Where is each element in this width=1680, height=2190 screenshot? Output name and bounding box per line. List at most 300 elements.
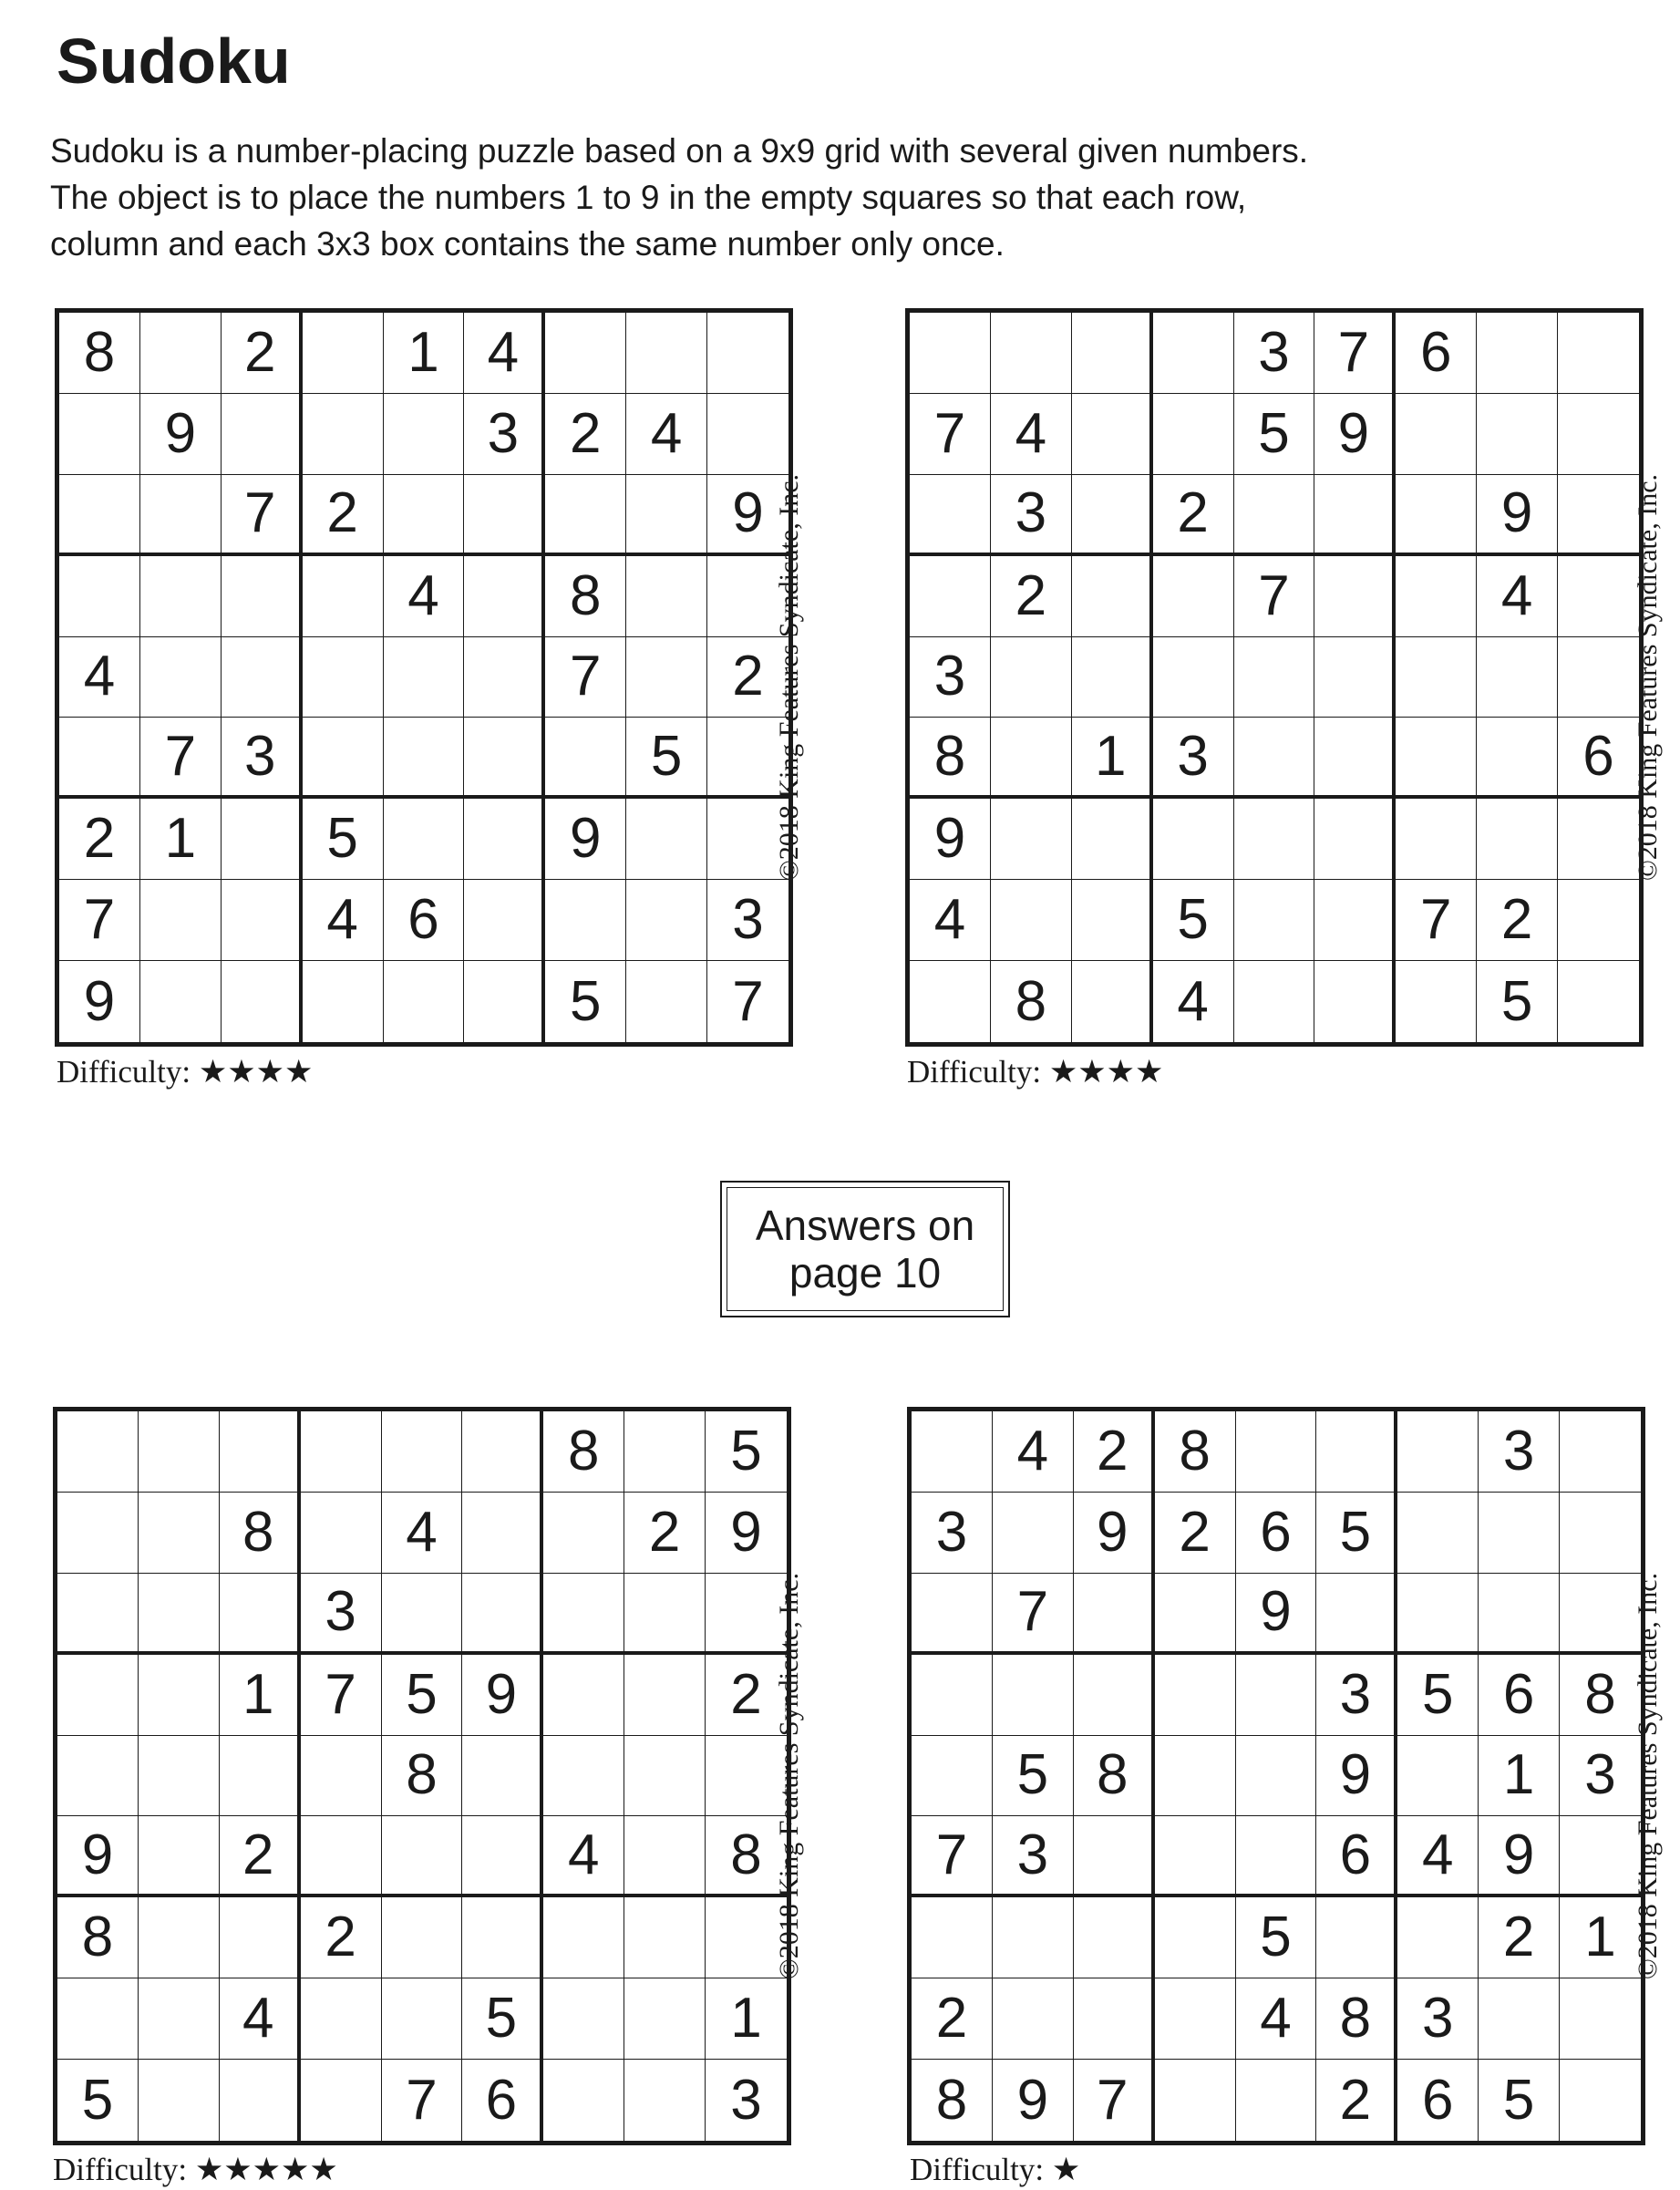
sudoku-cell xyxy=(1314,799,1396,880)
sudoku-cell xyxy=(57,1574,139,1655)
sudoku-cell: 4 xyxy=(1477,556,1558,637)
sudoku-cell xyxy=(220,1411,301,1493)
sudoku-cell: 7 xyxy=(910,394,991,475)
sudoku-cell xyxy=(59,718,140,799)
sudoku-cell: 2 xyxy=(1477,880,1558,961)
sudoku-cell xyxy=(912,1897,993,1978)
sudoku-cell xyxy=(912,1655,993,1736)
sudoku-cell xyxy=(624,1897,706,1978)
sudoku-cell xyxy=(543,1897,624,1978)
sudoku-cell xyxy=(303,394,384,475)
sudoku-cell xyxy=(1153,799,1234,880)
sudoku-cell: 9 xyxy=(462,1655,543,1736)
sudoku-cell xyxy=(1558,475,1639,556)
sudoku-cell: 3 xyxy=(1234,313,1315,394)
sudoku-cell: 9 xyxy=(1316,1736,1397,1817)
sudoku-cell xyxy=(220,1574,301,1655)
sudoku-cell xyxy=(57,1493,139,1574)
sudoku-cell: 4 xyxy=(303,880,384,961)
sudoku-cell: 2 xyxy=(1316,2060,1397,2141)
sudoku-cell xyxy=(382,1897,463,1978)
sudoku-cell xyxy=(545,880,626,961)
sudoku-cell xyxy=(545,313,626,394)
sudoku-cell: 4 xyxy=(384,556,465,637)
sudoku-cell: 5 xyxy=(382,1655,463,1736)
sudoku-cell xyxy=(626,313,707,394)
sudoku-cell: 3 xyxy=(1153,718,1234,799)
sudoku-cell: 2 xyxy=(1074,1411,1155,1493)
sudoku-cell: 8 xyxy=(1560,1655,1641,1736)
sudoku-cell xyxy=(1396,475,1477,556)
sudoku-cell: 4 xyxy=(543,1816,624,1897)
sudoku-cell: 2 xyxy=(1155,1493,1236,1574)
sudoku-cell: 2 xyxy=(912,1978,993,2060)
sudoku-cell xyxy=(1316,1897,1397,1978)
sudoku-cell: 5 xyxy=(706,1411,787,1493)
sudoku-cell xyxy=(384,394,465,475)
sudoku-cell: 8 xyxy=(1074,1736,1155,1817)
sudoku-cell: 9 xyxy=(910,799,991,880)
sudoku-cell xyxy=(991,718,1072,799)
sudoku-cell xyxy=(1155,1736,1236,1817)
sudoku-cell: 3 xyxy=(1479,1411,1560,1493)
sudoku-cell xyxy=(464,961,545,1042)
sudoku-cell: 7 xyxy=(732,969,764,1033)
sudoku-cell xyxy=(1560,1411,1641,1493)
sudoku-cell xyxy=(1477,799,1558,880)
sudoku-cell: 9 xyxy=(707,475,788,556)
sudoku-cell xyxy=(303,637,384,718)
sudoku-cell: 4 xyxy=(991,394,1072,475)
sudoku-cell xyxy=(910,961,991,1042)
sudoku-cell xyxy=(910,313,991,394)
sudoku-cell xyxy=(462,1736,543,1817)
sudoku-cell: 1 xyxy=(220,1655,301,1736)
sudoku-cell xyxy=(1155,1816,1236,1897)
sudoku-cell xyxy=(993,1897,1074,1978)
sudoku-cell xyxy=(462,1493,543,1574)
sudoku-cell xyxy=(303,556,384,637)
sudoku-cell: 7 xyxy=(545,637,626,718)
sudoku-cell xyxy=(382,1574,463,1655)
difficulty-label-2: Difficulty: ★★★★ xyxy=(907,1054,1164,1090)
sudoku-cell xyxy=(57,1411,139,1493)
sudoku-cell xyxy=(1234,880,1315,961)
sudoku-cell xyxy=(1314,961,1396,1042)
sudoku-cell: 4 xyxy=(382,1493,463,1574)
sudoku-cell xyxy=(1396,718,1477,799)
sudoku-cell xyxy=(1560,1574,1641,1655)
sudoku-cell xyxy=(1314,718,1396,799)
sudoku-cell xyxy=(543,1493,624,1574)
sudoku-cell xyxy=(624,1411,706,1493)
sudoku-cell xyxy=(464,637,545,718)
sudoku-cell: 2 xyxy=(1479,1897,1560,1978)
sudoku-cell xyxy=(1397,1736,1479,1817)
sudoku-cell xyxy=(1074,1978,1155,2060)
sudoku-cell xyxy=(543,1978,624,2060)
sudoku-cell xyxy=(912,1736,993,1817)
sudoku-cell xyxy=(1074,1816,1155,1897)
sudoku-cell xyxy=(1397,1411,1479,1493)
copyright-notice-3: ©2018 King Features Syndicate, Inc. xyxy=(774,1572,804,1980)
sudoku-cell xyxy=(1314,880,1396,961)
sudoku-cell xyxy=(139,1411,220,1493)
sudoku-cell: 7 xyxy=(993,1574,1074,1655)
sudoku-cell: 5 xyxy=(1397,1655,1479,1736)
sudoku-cell xyxy=(384,637,465,718)
sudoku-cell: 5 xyxy=(57,2060,139,2141)
sudoku-cell: 5 xyxy=(1236,1897,1317,1978)
sudoku-cell xyxy=(1396,394,1477,475)
sudoku-cell xyxy=(1396,799,1477,880)
sudoku-cell: 3 xyxy=(912,1493,993,1574)
sudoku-cell xyxy=(140,637,222,718)
sudoku-cell xyxy=(624,1978,706,2060)
sudoku-cell xyxy=(1397,1493,1479,1574)
sudoku-cell xyxy=(1316,1574,1397,1655)
sudoku-cell: 5 xyxy=(1316,1493,1397,1574)
sudoku-cell xyxy=(220,2060,301,2141)
sudoku-cell: 1 xyxy=(140,799,222,880)
sudoku-cell: 9 xyxy=(1074,1493,1155,1574)
sudoku-cell xyxy=(464,475,545,556)
sudoku-cell xyxy=(1234,718,1315,799)
sudoku-grid-1 xyxy=(55,308,793,1047)
sudoku-cell: 3 xyxy=(991,475,1072,556)
sudoku-cell xyxy=(1558,394,1639,475)
sudoku-cell: 8 xyxy=(912,2060,993,2141)
sudoku-cell xyxy=(1560,2060,1641,2141)
sudoku-cell xyxy=(462,1574,543,1655)
sudoku-cell: 7 xyxy=(1074,2060,1155,2141)
sudoku-cell: 8 xyxy=(1316,1978,1397,2060)
sudoku-cell xyxy=(140,880,222,961)
sudoku-cell xyxy=(626,961,707,1042)
sudoku-cell xyxy=(1314,556,1396,637)
sudoku-cell xyxy=(140,961,222,1042)
sudoku-cell xyxy=(464,718,545,799)
sudoku-cell: 5 xyxy=(993,1736,1074,1817)
answers-box xyxy=(720,1181,1010,1317)
sudoku-cell: 5 xyxy=(545,961,626,1042)
sudoku-cell xyxy=(139,1493,220,1574)
sudoku-cell: 1 xyxy=(1560,1897,1641,1978)
sudoku-cell xyxy=(303,718,384,799)
sudoku-cell: 7 xyxy=(1314,313,1396,394)
sudoku-cell xyxy=(139,1816,220,1897)
sudoku-cell xyxy=(1155,2060,1236,2141)
sudoku-cell xyxy=(1397,1574,1479,1655)
sudoku-cell xyxy=(1316,1411,1397,1493)
sudoku-cell xyxy=(220,1736,301,1817)
sudoku-cell xyxy=(140,313,222,394)
sudoku-cell: 3 xyxy=(222,718,303,799)
sudoku-cell xyxy=(384,475,465,556)
sudoku-cell xyxy=(912,1411,993,1493)
sudoku-cell xyxy=(1072,637,1153,718)
sudoku-cell: 8 xyxy=(545,556,626,637)
sudoku-cell xyxy=(462,1816,543,1897)
sudoku-cell xyxy=(624,1655,706,1736)
sudoku-cell xyxy=(301,1978,382,2060)
sudoku-cell xyxy=(384,718,465,799)
sudoku-cell xyxy=(1153,313,1234,394)
sudoku-cell xyxy=(382,1816,463,1897)
sudoku-cell xyxy=(140,556,222,637)
difficulty-label-3: Difficulty: ★★★★★ xyxy=(53,2152,338,2187)
sudoku-cell: 8 xyxy=(59,313,140,394)
sudoku-cell: 6 xyxy=(462,2060,543,2141)
sudoku-cell: 2 xyxy=(222,313,303,394)
sudoku-cell xyxy=(1558,556,1639,637)
sudoku-cell: 4 xyxy=(464,313,545,394)
sudoku-cell xyxy=(543,1655,624,1736)
sudoku-cell xyxy=(139,1574,220,1655)
sudoku-cell xyxy=(1072,880,1153,961)
sudoku-cell: 8 xyxy=(543,1411,624,1493)
sudoku-cell xyxy=(382,1411,463,1493)
sudoku-cell: 2 xyxy=(706,1655,787,1736)
sudoku-cell: 9 xyxy=(1479,1816,1560,1897)
sudoku-cell xyxy=(1560,1493,1641,1574)
sudoku-cell xyxy=(222,880,303,961)
sudoku-cell: 1 xyxy=(706,1978,787,2060)
sudoku-cell: 4 xyxy=(993,1411,1074,1493)
sudoku-cell xyxy=(1558,880,1639,961)
sudoku-cell xyxy=(464,880,545,961)
sudoku-cell: 5 xyxy=(1153,880,1234,961)
sudoku-cell: 7 xyxy=(382,2060,463,2141)
sudoku-cell xyxy=(222,799,303,880)
sudoku-cell xyxy=(1234,637,1315,718)
copyright-notice-2: ©2018 King Features Syndicate, Inc. xyxy=(1633,473,1663,882)
sudoku-cell xyxy=(222,394,303,475)
sudoku-cell xyxy=(545,718,626,799)
sudoku-cell: 2 xyxy=(545,394,626,475)
sudoku-cell: 3 xyxy=(993,1816,1074,1897)
sudoku-cell: 7 xyxy=(1396,880,1477,961)
sudoku-cell: 9 xyxy=(1477,475,1558,556)
sudoku-cell xyxy=(301,1493,382,1574)
sudoku-cell: 3 xyxy=(730,2068,762,2132)
sudoku-cell: 8 xyxy=(382,1736,463,1817)
sudoku-cell xyxy=(626,799,707,880)
sudoku-cell: 3 xyxy=(910,637,991,718)
sudoku-cell: 3 xyxy=(707,880,788,961)
sudoku-cell xyxy=(139,1655,220,1736)
sudoku-cell: 3 xyxy=(1560,1736,1641,1817)
sudoku-cell xyxy=(139,1736,220,1817)
sudoku-cell xyxy=(1072,799,1153,880)
sudoku-cell: 2 xyxy=(1153,475,1234,556)
sudoku-cell xyxy=(1479,1493,1560,1574)
sudoku-cell: 9 xyxy=(706,1493,787,1574)
sudoku-cell xyxy=(59,475,140,556)
sudoku-cell xyxy=(1479,1574,1560,1655)
sudoku-cell xyxy=(993,1493,1074,1574)
sudoku-cell xyxy=(1558,313,1639,394)
sudoku-cell xyxy=(1236,2060,1317,2141)
sudoku-cell: 4 xyxy=(626,394,707,475)
sudoku-cell xyxy=(545,475,626,556)
sudoku-cell xyxy=(1477,718,1558,799)
sudoku-cell xyxy=(462,1411,543,1493)
sudoku-cell: 8 xyxy=(991,961,1072,1042)
sudoku-cell xyxy=(1155,1978,1236,2060)
sudoku-cell xyxy=(301,1736,382,1817)
sudoku-cell xyxy=(1072,394,1153,475)
sudoku-cell: 6 xyxy=(384,880,465,961)
sudoku-cell: 6 xyxy=(1558,718,1639,799)
sudoku-cell: 3 xyxy=(301,1574,382,1655)
sudoku-cell xyxy=(626,880,707,961)
sudoku-cell: 6 xyxy=(1396,313,1477,394)
sudoku-cell: 3 xyxy=(464,394,545,475)
sudoku-cell: 7 xyxy=(301,1655,382,1736)
sudoku-cell xyxy=(1396,556,1477,637)
sudoku-cell xyxy=(220,1897,301,1978)
sudoku-cell xyxy=(1236,1411,1317,1493)
sudoku-cell: 8 xyxy=(910,718,991,799)
sudoku-cell xyxy=(991,313,1072,394)
sudoku-cell: 1 xyxy=(1072,718,1153,799)
copyright-notice-4: ©2018 King Features Syndicate, Inc. xyxy=(1633,1572,1663,1980)
sudoku-cell xyxy=(1234,799,1315,880)
sudoku-cell: 4 xyxy=(1236,1978,1317,2060)
sudoku-cell: 9 xyxy=(1314,394,1396,475)
sudoku-cell: 2 xyxy=(991,556,1072,637)
sudoku-grid-3 xyxy=(53,1407,791,2145)
sudoku-cell: 2 xyxy=(707,637,788,718)
sudoku-cell xyxy=(1236,1736,1317,1817)
sudoku-cell: 9 xyxy=(140,394,222,475)
sudoku-cell: 8 xyxy=(57,1897,139,1978)
sudoku-cell: 5 xyxy=(1234,394,1315,475)
sudoku-cell xyxy=(57,1655,139,1736)
sudoku-cell: 6 xyxy=(1397,2060,1479,2141)
sudoku-cell: 9 xyxy=(57,1816,139,1897)
sudoku-cell: 7 xyxy=(59,880,140,961)
sudoku-cell xyxy=(384,961,465,1042)
sudoku-cell: 9 xyxy=(59,961,140,1042)
sudoku-cell: 1 xyxy=(384,313,465,394)
difficulty-label-1: Difficulty: ★★★★ xyxy=(57,1054,314,1090)
sudoku-cell xyxy=(384,799,465,880)
sudoku-cell xyxy=(626,637,707,718)
sudoku-cell xyxy=(1477,637,1558,718)
sudoku-cell xyxy=(624,1574,706,1655)
sudoku-cell xyxy=(910,556,991,637)
sudoku-cell xyxy=(543,1574,624,1655)
sudoku-cell xyxy=(1560,1816,1641,1897)
sudoku-cell: 1 xyxy=(1479,1736,1560,1817)
sudoku-cell: 9 xyxy=(545,799,626,880)
sudoku-grid-4 xyxy=(907,1407,1645,2145)
sudoku-cell: 4 xyxy=(1153,961,1234,1042)
sudoku-cell xyxy=(1153,556,1234,637)
sudoku-cell: 4 xyxy=(1397,1816,1479,1897)
sudoku-cell xyxy=(1396,961,1477,1042)
sudoku-cell: 7 xyxy=(1234,556,1315,637)
sudoku-cell xyxy=(464,556,545,637)
sudoku-cell: 7 xyxy=(140,718,222,799)
sudoku-cell: 3 xyxy=(1397,1978,1479,2060)
sudoku-cell xyxy=(912,1574,993,1655)
sudoku-cell: 4 xyxy=(59,637,140,718)
sudoku-cell xyxy=(543,2060,624,2141)
sudoku-cell xyxy=(301,2060,382,2141)
sudoku-cell xyxy=(57,1736,139,1817)
sudoku-cell: 4 xyxy=(910,880,991,961)
sudoku-cell xyxy=(1477,394,1558,475)
sudoku-cell: 7 xyxy=(222,475,303,556)
sudoku-cell xyxy=(139,1897,220,1978)
sudoku-cell xyxy=(59,556,140,637)
sudoku-cell xyxy=(624,2060,706,2141)
sudoku-cell: 6 xyxy=(1236,1493,1317,1574)
sudoku-cell xyxy=(543,1736,624,1817)
sudoku-cell xyxy=(59,394,140,475)
copyright-notice-1: ©2018 King Features Syndicate, Inc. xyxy=(774,473,804,882)
sudoku-cell: 6 xyxy=(1479,1655,1560,1736)
sudoku-cell: 4 xyxy=(220,1978,301,2060)
sudoku-cell xyxy=(1155,1897,1236,1978)
sudoku-cell xyxy=(1153,394,1234,475)
difficulty-label-4: Difficulty: ★ xyxy=(910,2152,1081,2187)
sudoku-cell: 2 xyxy=(303,475,384,556)
sudoku-cell xyxy=(464,799,545,880)
sudoku-cell xyxy=(1236,1816,1317,1897)
sudoku-cell: 7 xyxy=(912,1816,993,1897)
sudoku-cell: 2 xyxy=(59,799,140,880)
sudoku-cell xyxy=(1072,313,1153,394)
sudoku-cell xyxy=(991,637,1072,718)
sudoku-cell xyxy=(1558,961,1639,1042)
sudoku-cell xyxy=(1074,1574,1155,1655)
sudoku-cell: 2 xyxy=(220,1816,301,1897)
sudoku-cell xyxy=(993,1655,1074,1736)
sudoku-cell xyxy=(1155,1655,1236,1736)
sudoku-cell: 2 xyxy=(624,1493,706,1574)
sudoku-cell xyxy=(1396,637,1477,718)
sudoku-cell: 9 xyxy=(1236,1574,1317,1655)
sudoku-cell xyxy=(626,556,707,637)
answers-note: Answers on page 10 xyxy=(727,1187,1004,1311)
sudoku-cell xyxy=(910,475,991,556)
sudoku-cell xyxy=(1560,1978,1641,2060)
sudoku-cell xyxy=(1558,637,1639,718)
sudoku-cell xyxy=(1072,475,1153,556)
sudoku-cell xyxy=(991,799,1072,880)
instructions-text: Sudoku is a number-placing puzzle based on a 9x9 grid with several given numbers. The object is to place the numbers 1 to 9 in the empty squares so that each row, column and each 3x3 box contains the same number only once. xyxy=(50,132,1309,263)
sudoku-cell xyxy=(462,1897,543,1978)
sudoku-cell xyxy=(993,1978,1074,2060)
sudoku-cell xyxy=(1479,1978,1560,2060)
sudoku-cell xyxy=(139,2060,220,2141)
page-title: Sudoku xyxy=(57,26,291,97)
sudoku-cell xyxy=(1477,313,1558,394)
sudoku-cell: 2 xyxy=(301,1897,382,1978)
sudoku-cell xyxy=(626,475,707,556)
sudoku-cell: 5 xyxy=(1477,961,1558,1042)
sudoku-cell xyxy=(139,1978,220,2060)
sudoku-cell xyxy=(1074,1655,1155,1736)
sudoku-cell xyxy=(991,880,1072,961)
sudoku-cell xyxy=(1234,475,1315,556)
sudoku-cell: 3 xyxy=(1316,1655,1397,1736)
sudoku-cell xyxy=(1153,637,1234,718)
